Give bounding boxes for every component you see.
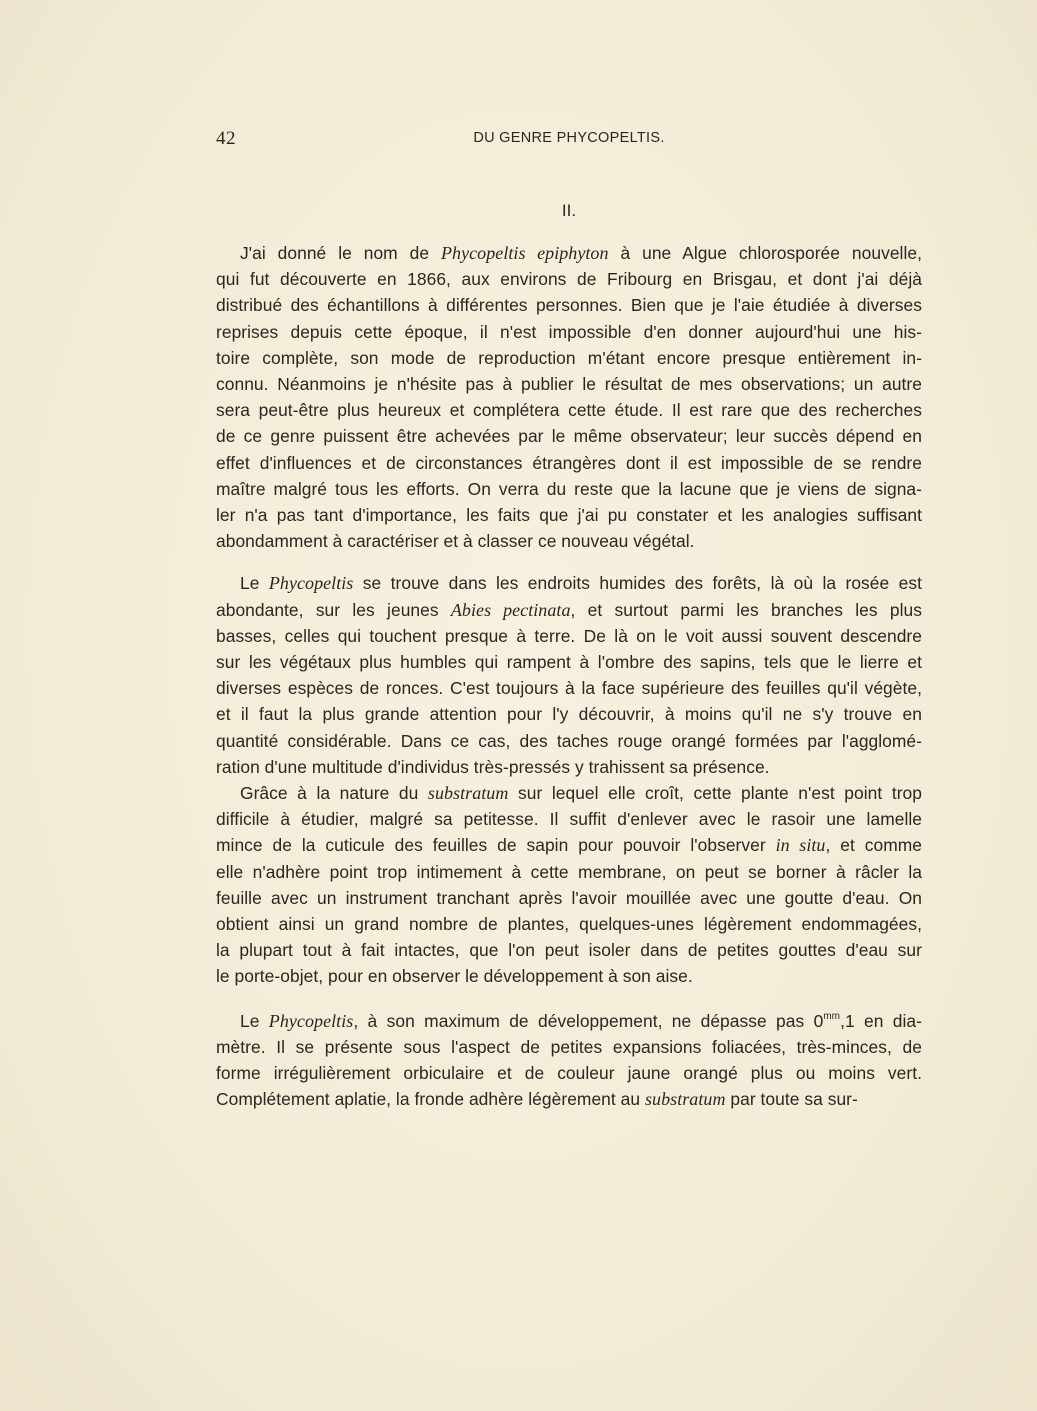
text-line: [216, 450, 922, 476]
text-line: [216, 649, 922, 675]
text-run: Le: [240, 573, 269, 594]
text-run: à une Algue chlorosporée nouvelle,: [608, 243, 922, 263]
text-run: basses, celles qui touchent presque à terre. De là on le voit aussi souvent descendre: [216, 625, 922, 646]
text-line: [216, 623, 922, 649]
text-run: , et surtout parmi les branches les plus: [570, 599, 922, 620]
text-line: [216, 859, 922, 885]
text-line: [216, 371, 922, 397]
text-run: par toute sa sur-: [725, 1089, 858, 1110]
text-run: mètre. Il se présente sous l'aspect de petites expansions foliacées, très-minces, de: [216, 1036, 922, 1057]
running-title: DU GENRE PHYCOPELTIS.: [473, 130, 665, 146]
text-line: [216, 345, 922, 371]
text-line: [216, 266, 922, 292]
text-line: [216, 1060, 922, 1086]
text-run: sur les végétaux plus humbles qui rampent à l'ombre des sapins, tels que le lierre et: [216, 652, 922, 673]
text-line: [216, 754, 922, 780]
text-run: le porte-objet, pour en observer le développement à son aise.: [216, 966, 693, 987]
text-run: de ce genre puissent être achevées par le même observateur; leur succès dépend en: [216, 426, 922, 447]
page-number: 42: [216, 128, 236, 149]
text-run: reprises depuis cette époque, il n'est impossible d'en donner aujourd'hui une his-: [216, 321, 922, 342]
text-line: [216, 597, 922, 623]
page-header: [216, 128, 922, 150]
text-run: effet d'influences et de circonstances étrangères dont il est impossible de se rendre: [216, 452, 922, 473]
text-run: ler n'a pas tant d'importance, les faits que j'ai pu constater et les analogies suffisant: [216, 505, 922, 526]
text-run: , à son maximum de développement, ne dépasse pas 0: [353, 1010, 824, 1031]
text-line: [216, 240, 922, 266]
text-run: obtient ainsi un grand nombre de plantes, quelques-unes légèrement endommagées,: [216, 914, 922, 935]
italic-term: Phycopeltis epiphyton: [441, 243, 609, 263]
text-run: maître malgré tous les efforts. On verra du reste que la lacune que je viens de signa-: [216, 478, 922, 499]
text-run: distribué des échantillons à différentes personnes. Bien que je l'aie étudiée à diverses: [216, 295, 922, 316]
italic-term: in situ: [775, 835, 826, 856]
section-heading: II.: [561, 201, 577, 220]
text-line: [216, 832, 922, 858]
text-run: J'ai donné le nom de: [240, 243, 441, 263]
text-run: feuille avec un instrument tranchant après l'avoir mouillée avec une goutte d'eau. On: [216, 887, 922, 908]
text-line: [216, 937, 922, 963]
text-run: , et comme: [825, 835, 923, 856]
text-run: se trouve dans les endroits humides des forêts, là où la rosée est: [353, 573, 922, 594]
text-line: [216, 1034, 922, 1060]
text-run: mince de la cuticule des feuilles de sapin pour pouvoir l'observer: [216, 835, 776, 856]
text-run: difficile à étudier, malgré sa petitesse. Il suffit d'enlever avec le rasoir une lamelle: [216, 809, 922, 830]
text-line: [216, 476, 922, 502]
text-line: [216, 675, 922, 701]
text-run: la plupart tout à fait intactes, que l'on peut isoler dans de petites gouttes d'eau sur: [216, 940, 922, 961]
italic-term: substratum: [427, 783, 509, 804]
text-run: connu. Néanmoins je n'hésite pas à publier le résultat de mes observations; un autre: [216, 374, 922, 395]
text-run: sur lequel elle croît, cette plante n'est point trop: [508, 783, 922, 804]
text-run: forme irrégulièrement orbiculaire et de couleur jaune orangé plus ou moins vert.: [216, 1063, 922, 1084]
text-line: [216, 701, 922, 727]
text-run: abondante, sur les jeunes: [216, 599, 451, 620]
text-line: [216, 570, 922, 596]
text-line: [216, 963, 922, 989]
italic-term: substratum: [644, 1089, 726, 1110]
paragraph: [216, 780, 922, 990]
text-run: Complétement aplatie, la fronde adhère légèrement au: [216, 1089, 645, 1110]
text-line: [216, 911, 922, 937]
italic-term: Phycopeltis: [268, 1010, 354, 1031]
text-line: [216, 528, 922, 554]
text-line: [216, 806, 922, 832]
text-run: ,1 en dia-: [840, 1010, 922, 1031]
text-run: Le: [240, 1010, 269, 1031]
text-run: Grâce à la nature du: [240, 783, 428, 804]
text-line: [216, 728, 922, 754]
text-run: ration d'une multitude d'individus très-pressés y trahissent sa présence.: [216, 756, 770, 777]
paragraph: [216, 1008, 922, 1113]
body-text: [216, 240, 922, 1113]
text-run: abondamment à caractériser et à classer ce nouveau végétal.: [216, 531, 695, 552]
text-line: [216, 885, 922, 911]
text-run: sera peut-être plus heureux et complétera cette étude. Il est rare que des recherches: [216, 400, 922, 421]
paragraph: [216, 240, 922, 554]
text-run: toire complète, son mode de reproduction m'étant encore presque entièrement in-: [216, 347, 922, 368]
text-line: [216, 423, 922, 449]
text-line: [216, 292, 922, 318]
italic-term: Phycopeltis: [268, 573, 354, 594]
paragraph: [216, 570, 922, 780]
text-run: quantité considérable. Dans ce cas, des taches rouge orangé formées par l'agglomé-: [216, 730, 922, 751]
italic-term: Abies pectinata: [450, 599, 571, 620]
text-line: [216, 502, 922, 528]
text-line: [216, 397, 922, 423]
text-line: [216, 1008, 922, 1034]
text-run: et il faut la plus grande attention pour l'y découvrir, à moins qu'il ne s'y trouve en: [216, 704, 922, 725]
text-line: [216, 780, 922, 806]
text-run: diverses espèces de ronces. C'est toujours à la face supérieure des feuilles qu'il végète,: [216, 678, 922, 699]
text-run: qui fut découverte en 1866, aux environs de Fribourg en Brisgau, et dont j'ai déjà: [216, 269, 922, 290]
text-run: elle n'adhère point trop intimement à cette membrane, on peut se borner à râcler la: [216, 861, 922, 882]
text-line: [216, 1086, 922, 1112]
unit-superscript: mm: [823, 1010, 841, 1022]
text-line: [216, 319, 922, 345]
